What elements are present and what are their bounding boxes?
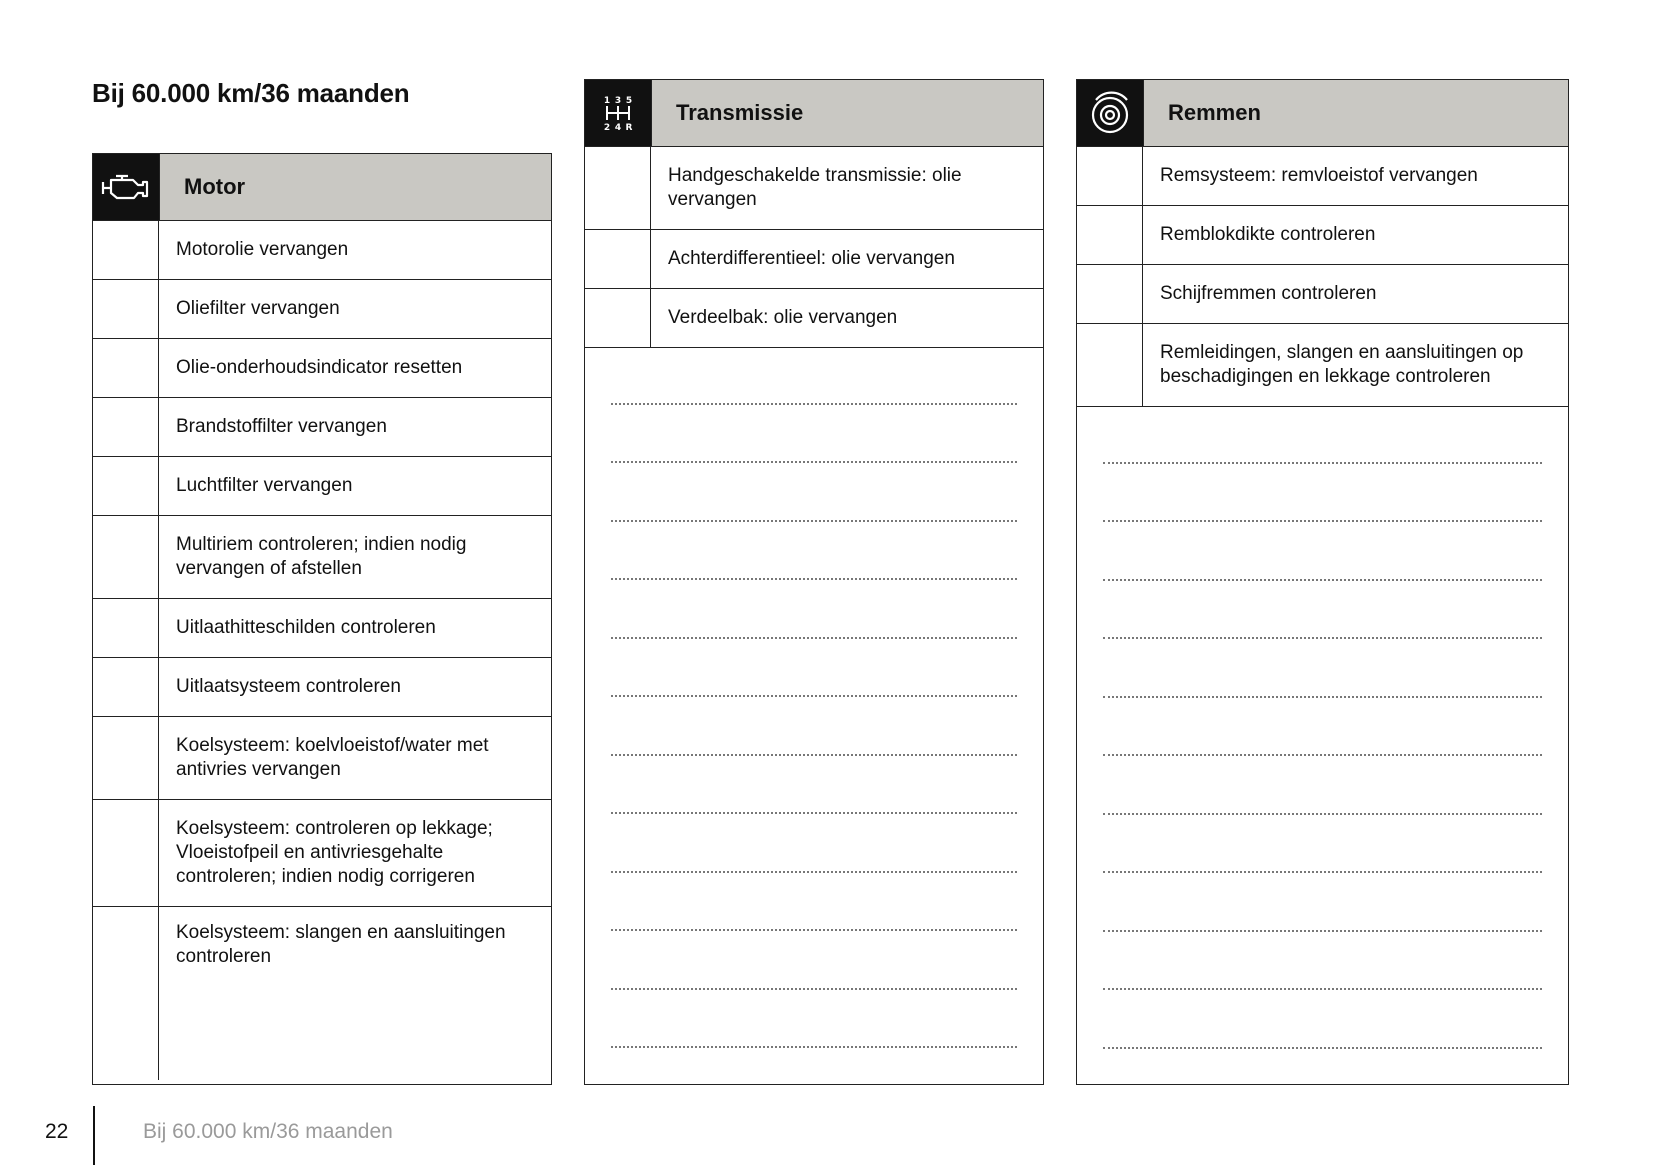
check-box[interactable] [93,800,159,906]
note-line [1103,930,1542,932]
note-line [1103,520,1542,522]
checklist-item: Luchtfilter vervangen [176,475,353,496]
note-line [1103,579,1542,581]
remmen-title: Remmen [1168,100,1261,125]
check-box[interactable] [93,280,159,338]
checklist-item: Handgeschakelde transmissie: olie vervangen [668,165,962,210]
note-line [611,812,1017,814]
note-line [1103,462,1542,464]
notes-area[interactable] [1077,407,1568,1083]
check-box[interactable] [93,398,159,456]
checklist-item: Koelsysteem: koelvloeistof/water met antivries vervangen [176,735,489,780]
checklist-item: Achterdifferentieel: olie vervangen [668,248,955,269]
checklist-item: Remblokdikte controleren [1160,224,1376,245]
checklist-row [93,339,551,398]
check-box[interactable] [93,339,159,397]
checklist-row [93,221,551,280]
checklist-item: Koelsysteem: controleren op lekkage; Vloeistofpeil en antivriesgehalte controleren; indien nodig corrigeren [176,818,493,887]
check-box[interactable] [93,516,159,598]
checklist-item: Remleidingen, slangen en aansluitingen op beschadigingen en lekkage controleren [1160,342,1524,387]
checklist-item: Verdeelbak: olie vervangen [668,307,898,328]
note-line [611,1046,1017,1048]
svg-text:5: 5 [625,96,633,106]
note-line [611,520,1017,522]
check-box[interactable] [93,221,159,279]
checklist-row [93,658,551,717]
note-line [611,754,1017,756]
note-line [611,578,1017,580]
svg-text:1: 1 [603,96,611,106]
checklist-row [93,717,551,800]
checklist-item: Oliefilter vervangen [176,298,340,319]
checklist-row [1077,324,1568,407]
svg-text:3: 3 [614,96,622,106]
motor-title: Motor [184,174,246,199]
checklist-row [93,599,551,658]
check-box[interactable] [93,457,159,515]
page-title: Bij 60.000 km/36 maanden [92,78,410,108]
checklist-row [93,907,551,1080]
brake-disc-icon [1077,80,1144,146]
note-line [1103,871,1542,873]
checklist-row [93,800,551,907]
transmissie-title: Transmissie [676,100,804,125]
check-box[interactable] [93,658,159,716]
notes-area[interactable] [585,348,1043,1083]
check-box[interactable] [93,599,159,657]
note-line [611,403,1017,405]
remmen-panel [1076,79,1569,1085]
motor-panel [92,153,552,1085]
checklist-row [585,230,1043,289]
check-box[interactable] [585,230,651,288]
checklist-item: Schijfremmen controleren [1160,283,1377,304]
check-box[interactable] [1077,147,1143,205]
note-line [611,871,1017,873]
note-line [1103,754,1542,756]
check-box[interactable] [1077,324,1143,406]
checklist-item: Brandstoffilter vervangen [176,416,387,437]
transmissie-panel [584,79,1044,1085]
checklist-item: Multiriem controleren; indien nodig vervangen of afstellen [176,534,467,579]
checklist-item: Uitlaatsysteem controleren [176,676,401,697]
checklist-row [93,398,551,457]
note-line [1103,637,1542,639]
note-line [611,637,1017,639]
checklist-row [585,289,1043,348]
page-number: 22 [45,1120,69,1143]
checklist-item: Olie-onderhoudsindicator resetten [176,357,463,378]
motor-header [93,154,551,221]
svg-text:R: R [625,123,633,132]
note-line [1103,1047,1542,1049]
checklist-row [93,280,551,339]
gear-shift-icon [585,80,652,146]
footer-title: Bij 60.000 km/36 maanden [143,1120,393,1143]
checklist-item: Uitlaathitteschilden controleren [176,617,436,638]
svg-text:4: 4 [614,123,622,132]
note-line [1103,813,1542,815]
transmissie-header [585,80,1043,147]
checklist-item: Koelsysteem: slangen en aansluitingen controleren [176,922,506,967]
checklist-row [93,516,551,599]
checklist-row [1077,265,1568,324]
note-line [611,695,1017,697]
check-box[interactable] [1077,265,1143,323]
note-line [1103,696,1542,698]
note-line [611,929,1017,931]
checklist-row [1077,147,1568,206]
checklist-item: Motorolie vervangen [176,239,349,260]
check-box[interactable] [585,147,651,229]
note-line [611,461,1017,463]
checklist-item: Remsysteem: remvloeistof vervangen [1160,165,1478,186]
check-box[interactable] [93,907,159,1080]
note-line [611,988,1017,990]
check-box[interactable] [585,289,651,347]
remmen-header [1077,80,1568,147]
checklist-row [93,457,551,516]
engine-icon [93,154,160,220]
checklist-row [1077,206,1568,265]
note-line [1103,988,1542,990]
checklist-row [585,147,1043,230]
check-box[interactable] [1077,206,1143,264]
footer-divider [93,1106,95,1165]
svg-text:2: 2 [603,123,611,132]
check-box[interactable] [93,717,159,799]
